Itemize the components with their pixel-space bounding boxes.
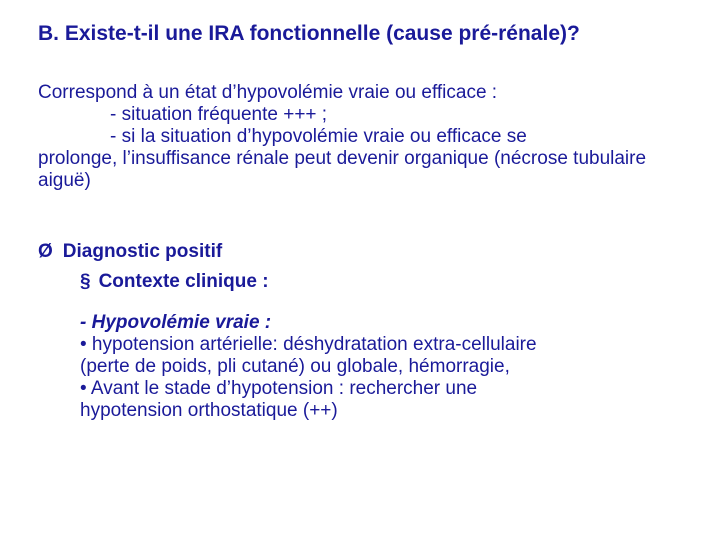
intro-paragraph	[38, 82, 688, 192]
intro-item-prolonged-rest: prolonge, l’insuffisance rénale peut devenir organique (nécrose tubulaire aiguë)	[38, 148, 647, 191]
square-bullet-icon: §	[80, 271, 91, 292]
hypotension-point-line2: (perte de poids, pli cutané) ou globale, hémorragie,	[80, 356, 510, 377]
clinical-context-title: Contexte clinique :	[98, 271, 269, 292]
slide-title: B. Existe-t-il une IRA fonctionnelle (cause pré-rénale)?	[38, 22, 580, 45]
diagnostic-heading	[38, 240, 222, 264]
intro-item-frequent: - situation fréquente +++ ;	[110, 104, 328, 125]
intro-item-prolonged-start: - si la situation d’hypovolémie vraie ou efficace se	[110, 126, 527, 147]
diagnostic-title: Diagnostic positif	[62, 241, 223, 262]
orthostatic-point-line2: hypotension orthostatique (++)	[80, 400, 338, 421]
arrow-bullet-icon: Ø	[38, 241, 53, 262]
intro-lead: Correspond à un état d’hypovolémie vraie ou efficace :	[38, 82, 498, 103]
hypovolemia-label: - Hypovolémie vraie :	[80, 312, 272, 333]
clinical-context-heading	[80, 270, 269, 294]
hypovolemia-details	[80, 312, 680, 422]
hypotension-point-line1: • hypotension artérielle: déshydratation extra-cellulaire	[80, 334, 537, 355]
orthostatic-point-line1: • Avant le stade d’hypotension : rechercher une	[80, 378, 478, 399]
